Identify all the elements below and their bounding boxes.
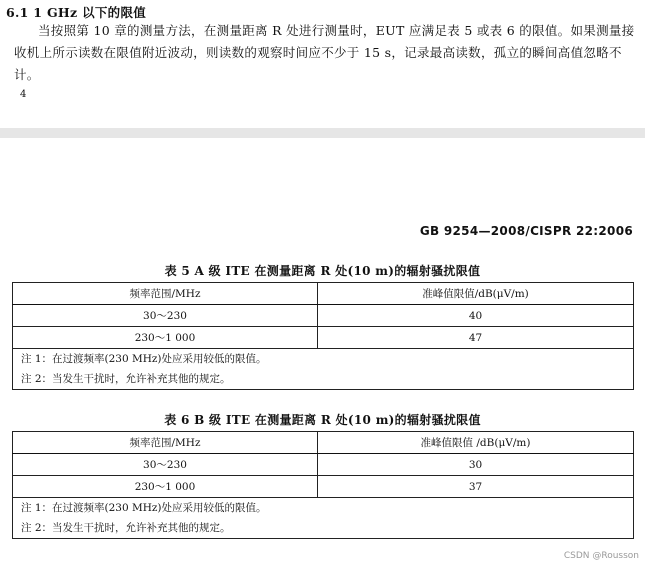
table-notes — [13, 349, 634, 390]
standard-id: GB 9254—2008/CISPR 22:2006 — [419, 224, 633, 238]
cell-limit: 40 — [318, 305, 634, 327]
notes-row — [13, 349, 634, 390]
table-row — [13, 305, 634, 327]
table-row — [13, 476, 634, 498]
note-1: 注 1：在过渡频率(230 MHz)处应采用较低的限值。 — [21, 353, 267, 365]
section-paragraph: 当按照第 10 章的测量方法，在测量距离 R 处进行测量时，EUT 应满足表 5 或表 6 的限值。如果测量接收机上所示读数在限值附近波动，则读数的观察时间应不少于 15 s，记录最高读数，孤立的瞬间高值忽略不计。 — [14, 23, 635, 82]
header-frequency: 频率范围/MHz — [13, 283, 318, 305]
page-number: 4 — [20, 89, 27, 100]
table-row — [13, 327, 634, 349]
table-6-caption: 表 6 B 级 ITE 在测量距离 R 处(10 m)的辐射骚扰限值 — [164, 413, 481, 427]
cell-limit: 30 — [318, 454, 634, 476]
header-limit: 准峰值限值 /dB(μV/m) — [318, 432, 634, 454]
cell-limit: 47 — [318, 327, 634, 349]
notes-row — [13, 498, 634, 539]
table-notes — [13, 498, 634, 539]
table-header-row — [13, 432, 634, 454]
table-row — [13, 454, 634, 476]
cell-frequency: 230～1 000 — [13, 476, 318, 498]
note-1: 注 1：在过渡频率(230 MHz)处应采用较低的限值。 — [21, 502, 267, 514]
cell-frequency: 30～230 — [13, 305, 318, 327]
cell-frequency: 230～1 000 — [13, 327, 318, 349]
header-limit: 准峰值限值/dB(μV/m) — [318, 283, 634, 305]
table-6 — [12, 431, 634, 539]
note-2: 注 2：当发生干扰时，允许补充其他的规定。 — [21, 373, 231, 385]
cell-limit: 37 — [318, 476, 634, 498]
page-break — [0, 128, 645, 138]
table-5 — [12, 282, 634, 390]
table-header-row — [13, 283, 634, 305]
cell-frequency: 30～230 — [13, 454, 318, 476]
header-frequency: 频率范围/MHz — [13, 432, 318, 454]
watermark: CSDN @Rousson — [563, 551, 639, 561]
table-5-caption: 表 5 A 级 ITE 在测量距离 R 处(10 m)的辐射骚扰限值 — [164, 264, 481, 278]
note-2: 注 2：当发生干扰时，允许补充其他的规定。 — [21, 522, 231, 534]
section-title: 6.1 1 GHz 以下的限值 — [6, 5, 147, 20]
